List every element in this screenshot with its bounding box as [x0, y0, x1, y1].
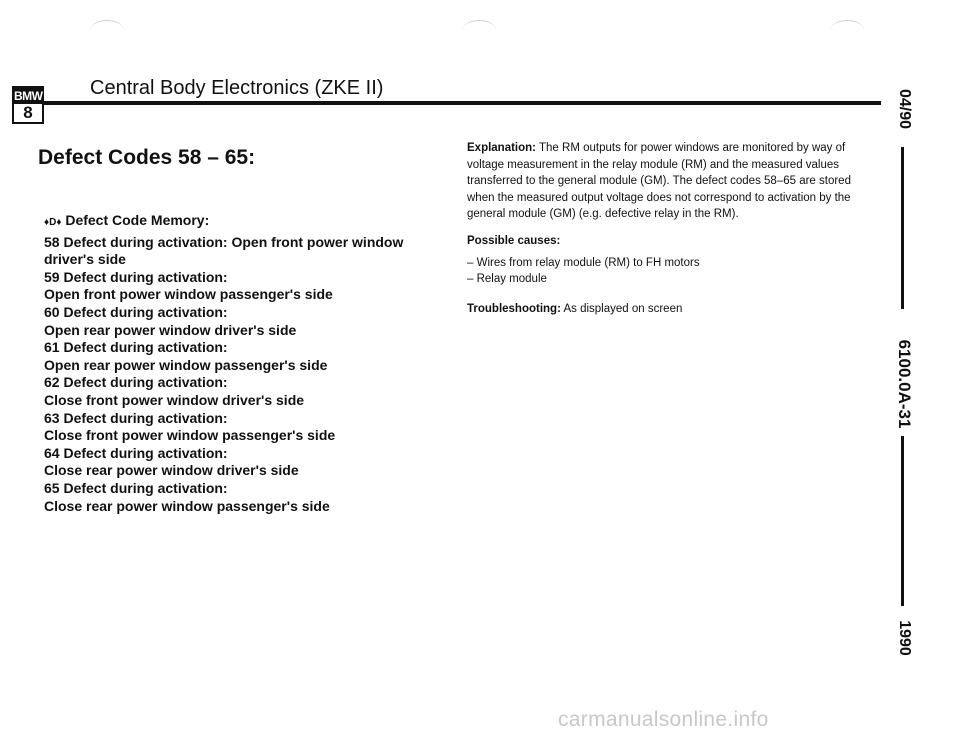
troubleshooting: [467, 303, 682, 315]
dme-marker: ♦D♦: [44, 217, 62, 228]
publication-year: 1990: [896, 620, 913, 656]
explanation-label: Explanation:: [467, 142, 537, 154]
page-title: Defect Codes 58 – 65:: [38, 146, 256, 169]
troubleshooting-label: Troubleshooting:: [467, 303, 561, 315]
possible-causes-heading: Possible causes:: [467, 235, 561, 247]
memory-line: Open rear power window passenger's side: [44, 356, 328, 373]
memory-line: Close front power window driver's side: [44, 391, 305, 408]
memory-line: 59 Defect during activation:: [44, 268, 228, 285]
memory-line: 61 Defect during activation:: [44, 339, 228, 356]
logo-group-number: 8: [23, 103, 33, 122]
memory-line: Open front power window passenger's side: [44, 286, 333, 303]
memory-line: Close rear power window driver's side: [44, 462, 299, 479]
cause-item: – Relay module: [467, 272, 547, 285]
memory-line: 60 Defect during activation:: [44, 303, 228, 320]
memory-line: Open rear power window driver's side: [44, 321, 297, 338]
memory-line: Close front power window passenger's side: [44, 427, 336, 444]
scan-arc-center: [462, 20, 496, 41]
memory-line: Close rear power window passenger's side: [44, 497, 330, 514]
memory-line: 63 Defect during activation:: [44, 409, 228, 426]
margin-rule: [901, 147, 904, 309]
scan-arc-right: [830, 20, 864, 41]
memory-heading-text: Defect Code Memory:: [65, 212, 210, 228]
memory-line: 65 Defect during activation:: [44, 479, 228, 496]
explanation-paragraph: [467, 140, 862, 223]
explanation-text: The RM outputs for power windows are monitored by way of voltage measurement in the relay module (RM) and the measured values transferred to the general module (GM). The defect codes 58–65 are stored when the measured output voltage does not correspond to activation by the general module (GM) (e.g. defective relay in the RM).: [467, 142, 851, 220]
bmw-logo: [12, 86, 44, 124]
possible-causes-list: [467, 256, 700, 287]
memory-line: 64 Defect during activation:: [44, 444, 228, 461]
troubleshooting-text: As displayed on screen: [563, 303, 683, 315]
scan-arc-left: [90, 20, 124, 41]
memory-line: driver's side: [44, 251, 126, 268]
document-number: 6100.0A-31: [895, 339, 914, 429]
logo-brand: BMW: [14, 89, 43, 103]
cause-item: – Wires from relay module (RM) to FH motors: [467, 257, 700, 269]
memory-heading: [44, 212, 424, 232]
section-title: Central Body Electronics (ZKE II): [90, 77, 384, 99]
issue-date: 04/90: [896, 88, 913, 130]
header-rule: [44, 101, 881, 105]
defect-code-memory: [44, 212, 424, 515]
memory-line: 58 Defect during activation: Open front power window: [44, 233, 404, 250]
margin-rule: [901, 436, 904, 606]
memory-line: 62 Defect during activation:: [44, 374, 228, 391]
watermark: carmanualsonline.info: [558, 708, 769, 731]
